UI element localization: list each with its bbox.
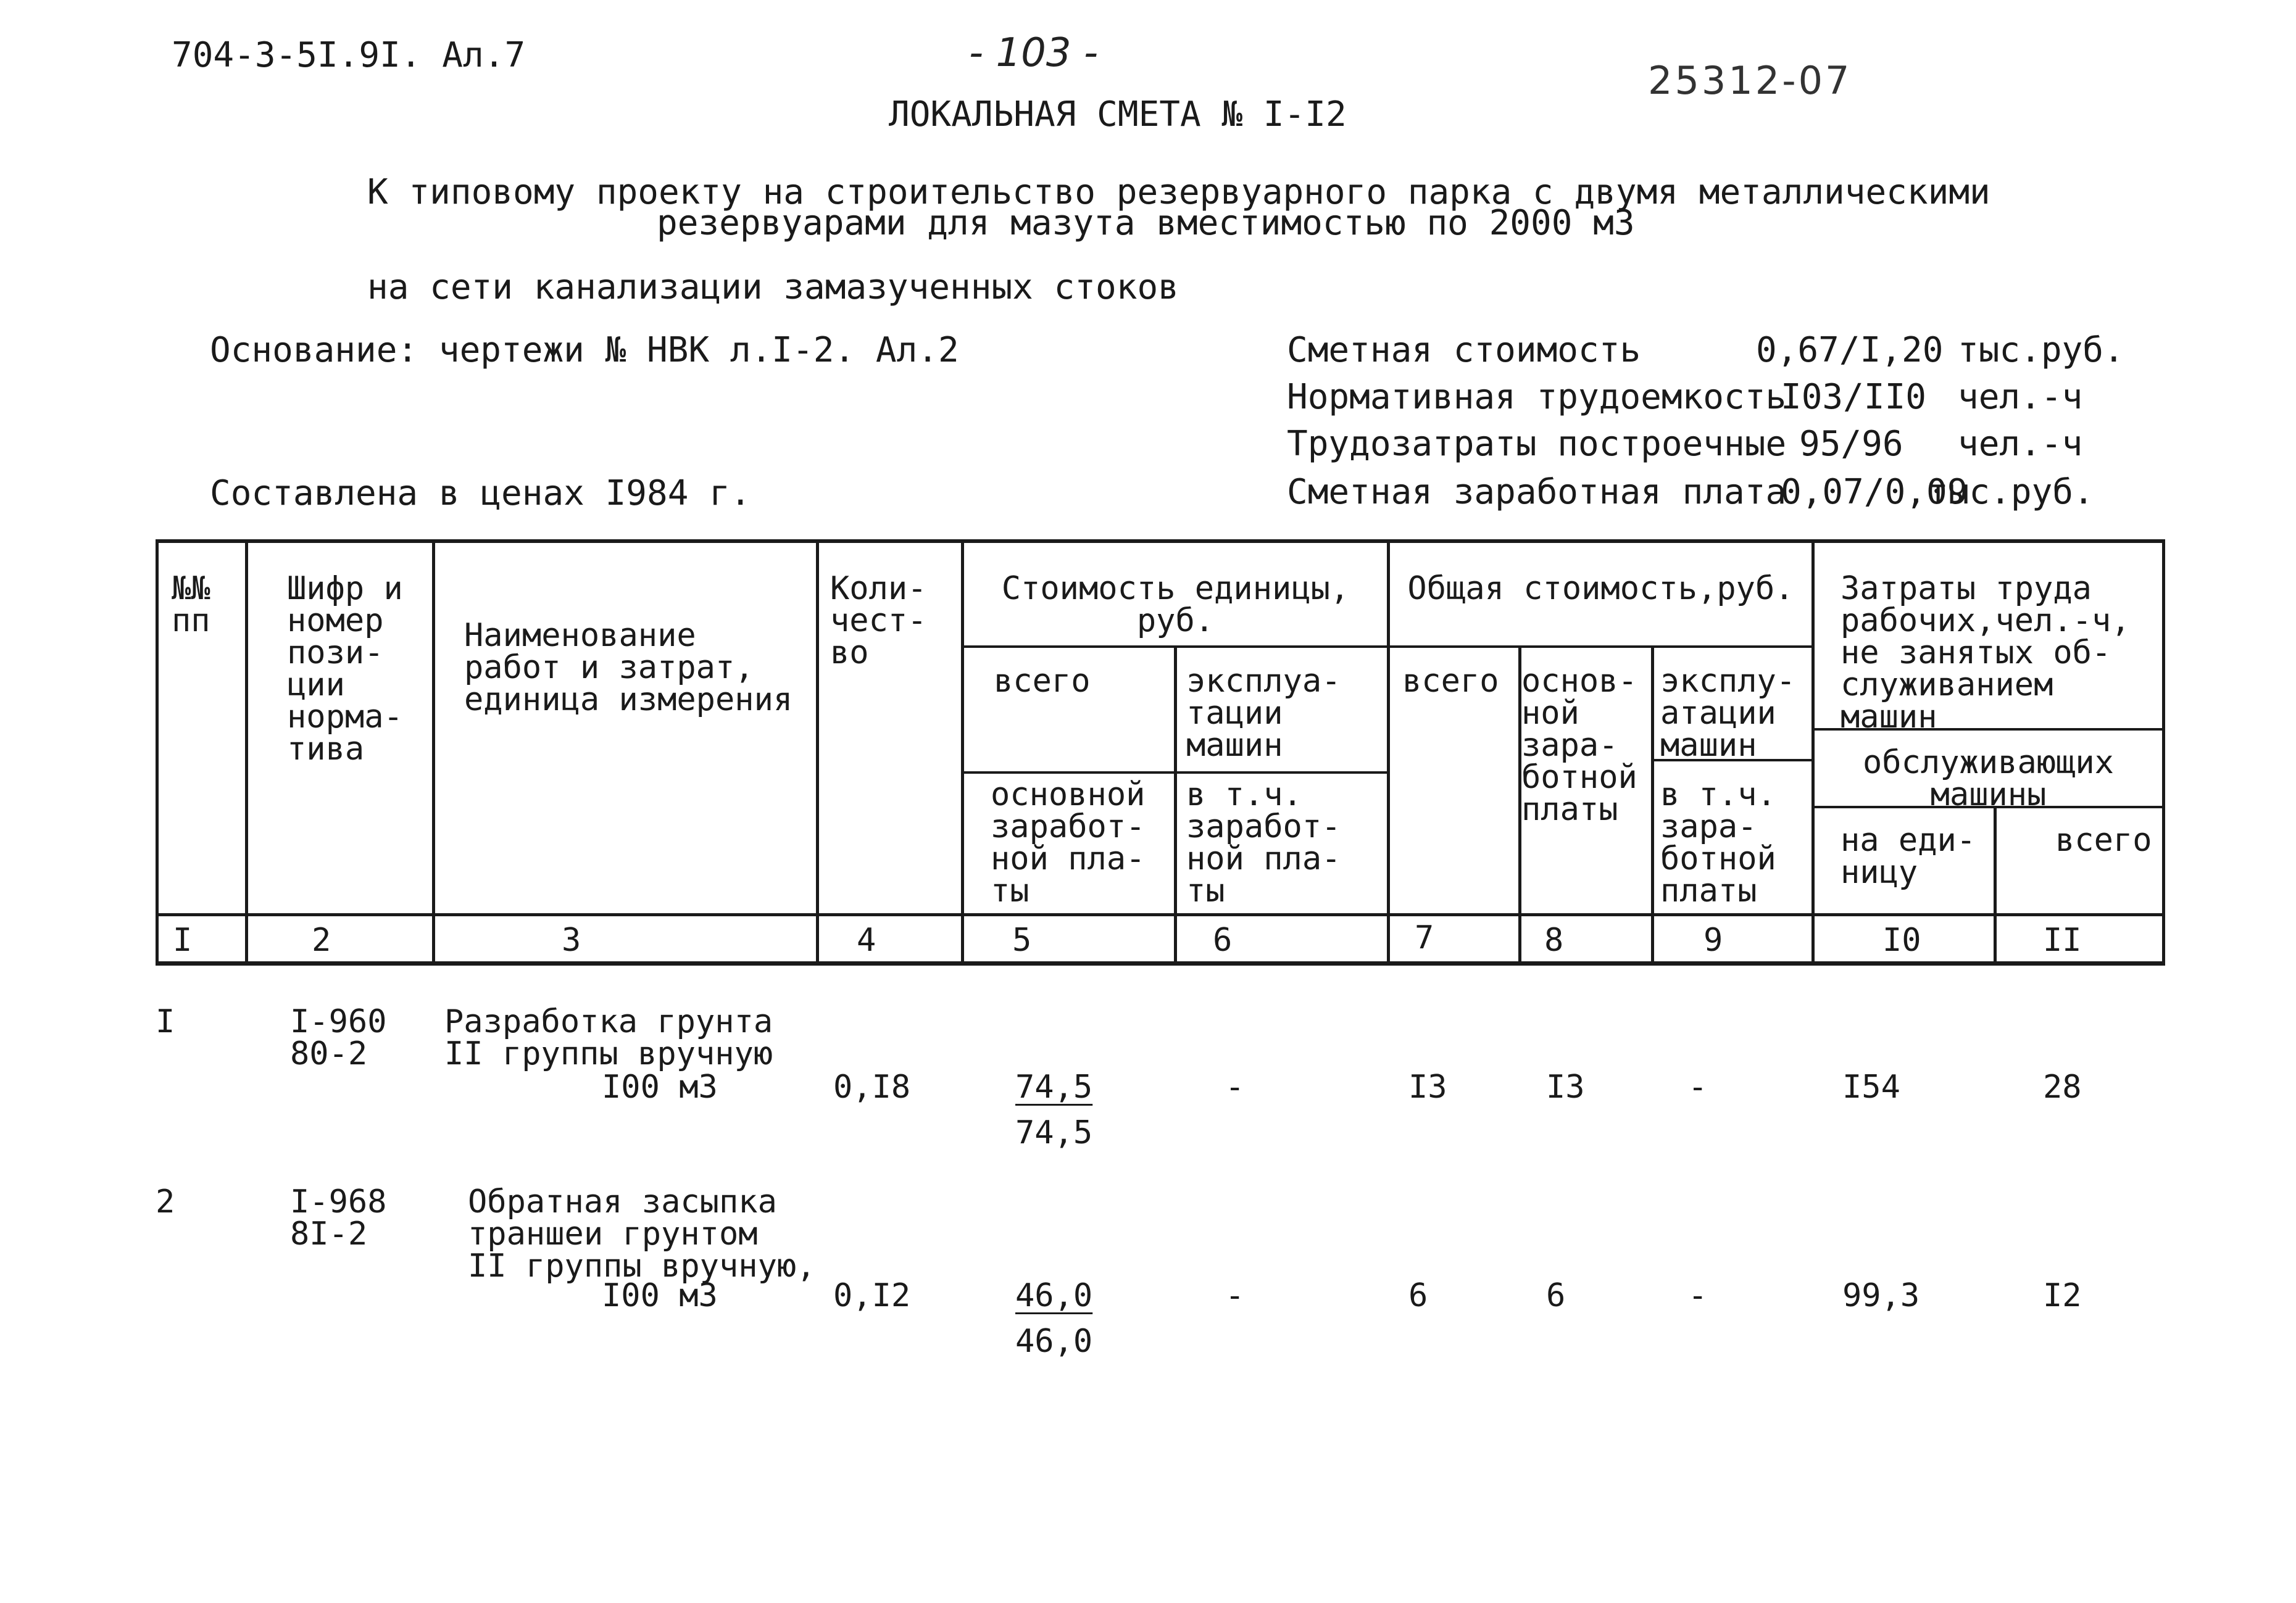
header-labor-per-unit: на еди- ницу [1841, 822, 1976, 891]
header-total-base-wage: основ- ной зара- ботной платы [1521, 663, 1637, 828]
row-total-all: I3 [1408, 1069, 1447, 1106]
row-labor-total: I2 [2043, 1277, 2082, 1314]
header-total-incl-wage: в т.ч. зара- ботной платы [1660, 776, 1776, 909]
column-number: II [2043, 922, 2082, 959]
prices-text: Составлена в ценах I984 г. [210, 473, 751, 513]
table-border [1174, 645, 1177, 965]
row-unit-wage: 74,5 [1015, 1114, 1093, 1151]
row-name: Обратная засыпка траншеи грунтом II группы вручную, [468, 1183, 816, 1285]
column-number: 9 [1703, 922, 1723, 959]
section-title: на сети канализации замазученных стоков [367, 267, 1179, 307]
column-number: 3 [562, 922, 581, 959]
summary-label: Сметная стоимость [1287, 330, 1641, 370]
row-labor-unit: I54 [1842, 1069, 1900, 1106]
row-labor-total: 28 [2043, 1069, 2082, 1106]
row-quantity: 0,I8 [833, 1069, 911, 1106]
column-number: 5 [1012, 922, 1032, 959]
table-border [816, 539, 819, 965]
table-border [961, 771, 1387, 774]
column-number: 4 [857, 922, 876, 959]
header-row-number: №№ пп [172, 570, 210, 639]
column-number: I [173, 922, 193, 959]
summary-unit: чел.-ч [1958, 377, 2083, 417]
summary-value: 0,67/I,20 [1756, 330, 1944, 370]
summary-unit: тыс.руб. [1958, 330, 2124, 370]
table-border [245, 539, 248, 965]
header-total-all: всего [1402, 663, 1499, 700]
header-labor-machine: обслуживающих машины [1863, 744, 2114, 813]
column-number: 6 [1213, 922, 1233, 959]
column-number: I0 [1882, 922, 1921, 959]
header-unit-cost: Стоимость единицы, руб. [1001, 570, 1350, 639]
row-total-wage: I3 [1546, 1069, 1585, 1106]
page-number: - 103 - [969, 30, 1099, 76]
row-unit-total: 46,0 [1015, 1277, 1093, 1314]
summary-unit: чел.-ч [1958, 424, 2083, 464]
row-unit: I00 м3 [602, 1277, 718, 1314]
row-total-machine: - [1688, 1069, 1708, 1106]
table-border [1994, 806, 1997, 965]
subtitle-line-1: К типовому проекту на строительство резервуарного парка с двумя металлическими [367, 172, 1990, 212]
row-unit-wage: 46,0 [1015, 1323, 1093, 1360]
header-name: Наименование работ и затрат, единица измерения [464, 617, 793, 718]
header-quantity: Коли- чест- во [830, 570, 927, 671]
header-labor: Затраты труда рабочих,чел.-ч, не занятых об- служиванием машин [1841, 570, 2131, 735]
header-unit-base-wage: основной заработ- ной пла- ты [991, 776, 1146, 909]
summary-label: Трудозатраты построечные [1287, 424, 1787, 464]
header-unit-incl-wage: в т.ч. заработ- ной пла- ты [1186, 776, 1341, 909]
row-unit-machine: - [1225, 1069, 1245, 1106]
basis-text: Основание: чертежи № НВК л.I-2. Ал.2 [210, 330, 959, 370]
stamp-number: 25312-07 [1648, 58, 1852, 103]
table-top-border [156, 539, 2165, 543]
header-code: Шифр и номер пози- ции норма- тива [287, 570, 403, 768]
summary-label: Сметная заработная плата [1287, 472, 1787, 512]
header-unit-total: всего [994, 663, 1091, 700]
summary-value: 0,07/0,09 [1781, 472, 1968, 512]
row-unit: I00 м3 [602, 1069, 718, 1106]
row-unit-total: 74,5 [1015, 1069, 1093, 1106]
row-total-machine: - [1688, 1277, 1708, 1314]
column-number: 8 [1544, 922, 1564, 959]
document-code: 704-3-5I.9I. Ал.7 [172, 35, 526, 75]
number-row-bottom-border [156, 961, 2165, 966]
header-labor-total: всего [2055, 822, 2152, 859]
row-quantity: 0,I2 [833, 1277, 911, 1314]
table-border [1651, 645, 1654, 965]
row-name: Разработка грунта II группы вручную [444, 1003, 773, 1072]
page-title: ЛОКАЛЬНАЯ СМЕТА № I-I2 [889, 94, 1347, 135]
header-bottom-border [156, 913, 2165, 916]
subtitle-line-2: резервуарами для мазута вместимостью по 2000 м3 [657, 203, 1635, 243]
row-total-wage: 6 [1546, 1277, 1566, 1314]
row-labor-unit: 99,3 [1842, 1277, 1920, 1314]
header-total-cost: Общая стоимость,руб. [1407, 570, 1794, 607]
summary-value: 95/96 [1799, 424, 1903, 464]
row-code: I-968 8I-2 [290, 1183, 387, 1253]
row-unit-machine: - [1225, 1277, 1245, 1314]
column-number: 7 [1415, 919, 1434, 956]
row-total-all: 6 [1408, 1277, 1428, 1314]
summary-label: Нормативная трудоемкость [1287, 377, 1787, 417]
table-border [2162, 539, 2165, 965]
table-border [961, 645, 1811, 648]
summary-unit: тыс.руб. [1928, 472, 2094, 512]
row-code: I-960 80-2 [290, 1003, 387, 1072]
row-number: 2 [156, 1183, 175, 1220]
header-total-machine: эксплу- атации машин [1660, 663, 1796, 764]
table-border [432, 539, 435, 965]
row-number: I [156, 1003, 175, 1040]
summary-value: I03/II0 [1781, 377, 1927, 417]
table-border [156, 539, 159, 965]
header-unit-machine: эксплуа- тации машин [1186, 663, 1341, 764]
column-number: 2 [312, 922, 331, 959]
